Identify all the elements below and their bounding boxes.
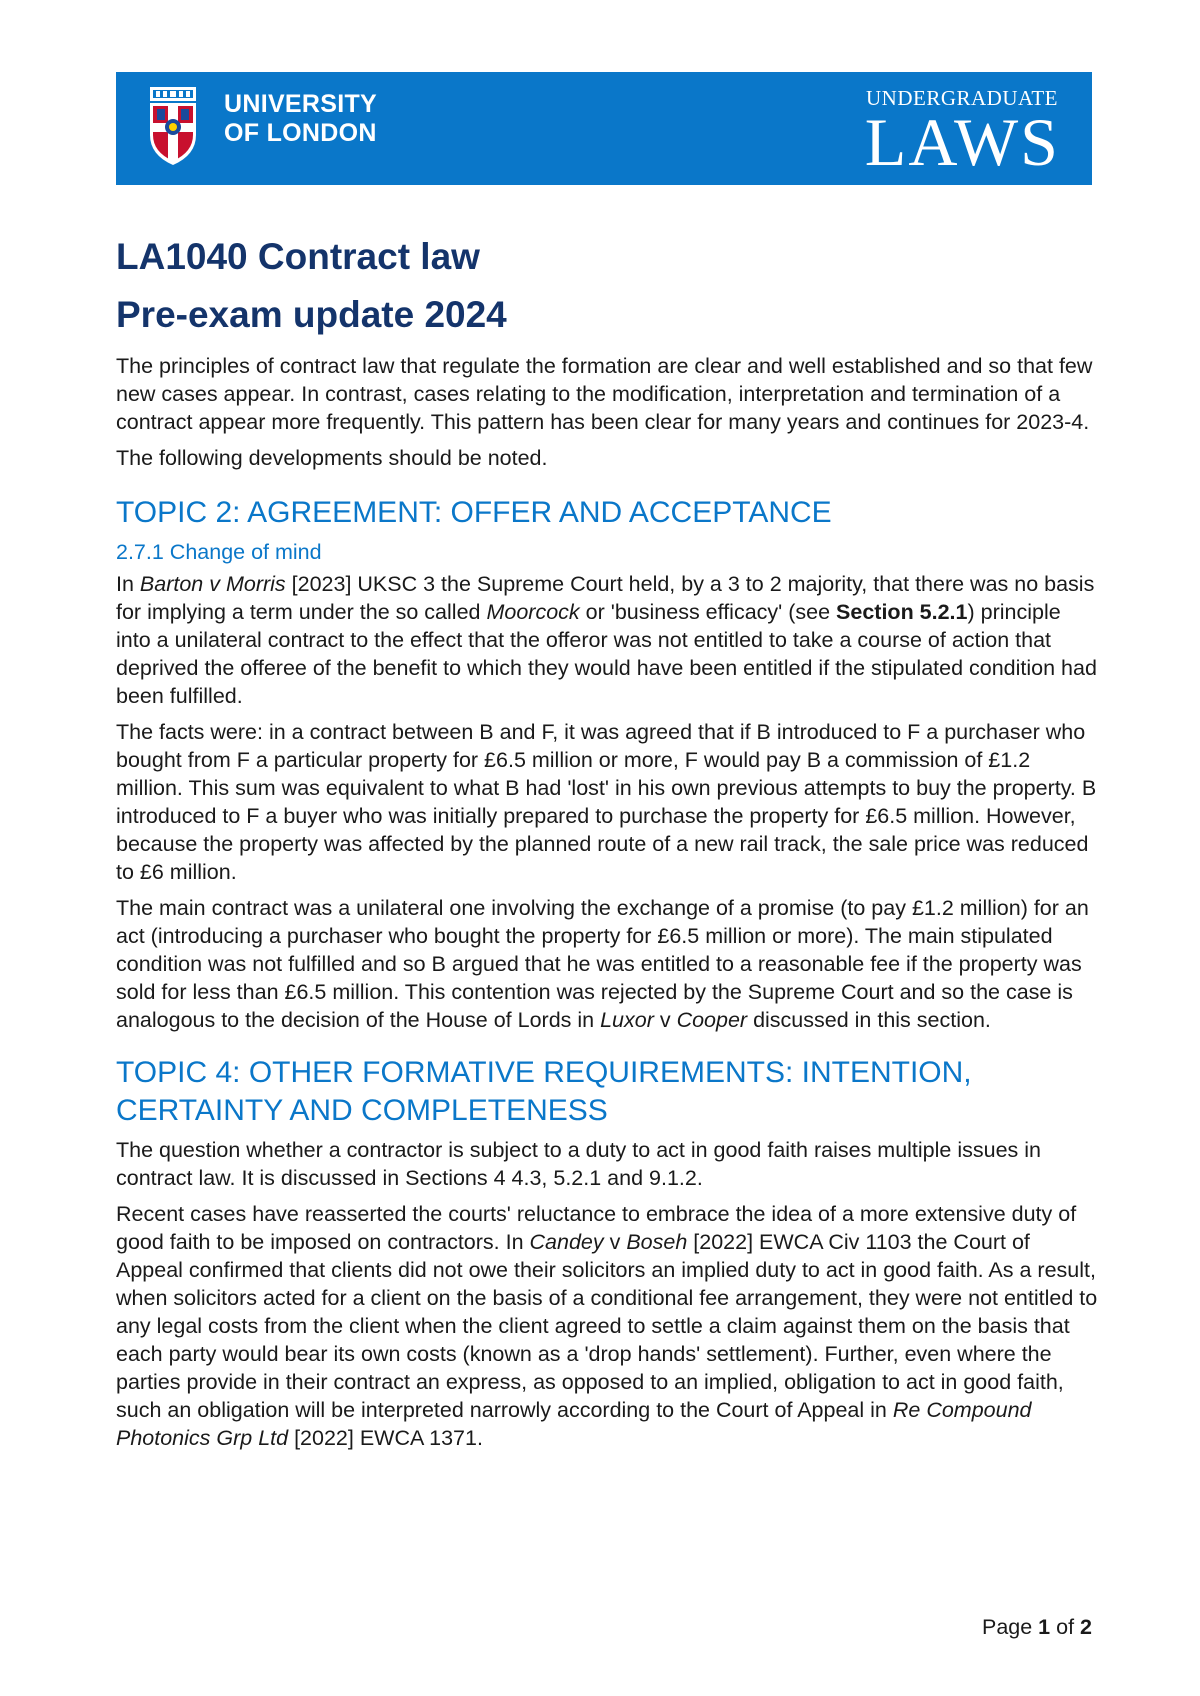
topic-4-heading: TOPIC 4: OTHER FORMATIVE REQUIREMENTS: INTENTION, CERTAINTY AND COMPLETENESS	[116, 1056, 972, 1127]
good-faith-paragraph: The question whether a contractor is subject to a duty to act in good faith raises multiple issues in contract law. It is discussed in Sections 4 4.3, 5.2.1 and 9.1.2.	[116, 1138, 1041, 1190]
university-crest-icon	[148, 87, 198, 165]
barton-paragraph	[116, 570, 1100, 710]
document-subtitle: Pre-exam update 2024	[116, 294, 507, 335]
text-run: [2022] EWCA Civ 1103 the Court of Appeal confirmed that clients did not owe their solicitors an implied duty to act in good faith. As a result, when solicitors acted for a client on the basis of a conditional fee arrangement, they were not entitled to any legal costs from the client when the client agreed to settle a claim against them on the basis that each party would bear its own costs (known as a 'drop hands' settlement). Further, even where the parties provide in their contract an express, as opposed to an implied, obligation to act in good faith, such an obligation will be interpreted narrowly according to the Court of Appeal in	[116, 1230, 1098, 1422]
case-name: Re Compound Photonics Grp Ltd	[116, 1398, 1032, 1450]
document-body	[116, 228, 1100, 1460]
programme-title: LAWS	[864, 104, 1060, 180]
facts-paragraph: The facts were: in a contract between B and F, it was agreed that if B introduced to F a purchaser who bought from F a particular property for £6.5 million or more, F would pay B a commission of £1.2 million. This sum was equivalent to what B had 'lost' in his own previous attempts to buy the property. B introduced to F a buyer who was initially prepared to purchase the property for £6.5 million. However, because the property was affected by the planned route of a new rail track, the sale price was reduced to £6 million.	[116, 720, 1097, 884]
case-name: Boseh	[626, 1230, 688, 1254]
programme-label: UNDERGRADUATE	[866, 86, 1058, 110]
topic-2-heading: TOPIC 2: AGREEMENT: OFFER AND ACCEPTANCE	[116, 496, 832, 529]
main-contract-paragraph	[116, 894, 1100, 1034]
case-name: Barton v Morris	[139, 572, 286, 596]
text-run: ) principle into a unilateral contract to the effect that the offeror was not entitled to take a course of action that deprived the offeree of the benefit to which they would have been entitled if the stipulated condition had been fulfilled.	[116, 600, 1097, 708]
text-run: Recent cases have reasserted the courts' reluctance to embrace the idea of a more extensive duty of good faith to be imposed on contractors. In	[116, 1202, 1077, 1254]
text-run: discussed in this section.	[747, 1008, 991, 1032]
text-run: In	[116, 572, 140, 596]
text-run: v	[603, 1230, 627, 1254]
header-banner	[116, 72, 1092, 185]
text-run: v	[653, 1008, 677, 1032]
current-page: 1	[1038, 1615, 1051, 1639]
university-name-line1: UNIVERSITY	[224, 90, 378, 118]
total-pages: 2	[1080, 1615, 1092, 1639]
text-run: or 'business efficacy' (see	[579, 600, 837, 624]
case-name: Cooper	[676, 1008, 748, 1032]
page-word: Page	[981, 1615, 1039, 1639]
section-reference: Section 5.2.1	[836, 600, 968, 624]
recent-cases-paragraph	[116, 1200, 1100, 1452]
case-name: Luxor	[600, 1008, 654, 1032]
intro-paragraph: The principles of contract law that regulate the formation are clear and well established and so that few new cases appear. In contrast, cases relating to the modification, interpretation and termination of a contract appear more frequently. This pattern has been clear for many years and continues for 2023-4.	[116, 354, 1093, 434]
case-name: Moorcock	[486, 600, 580, 624]
of-word: of	[1050, 1615, 1081, 1639]
document-title: LA1040 Contract law	[116, 236, 480, 277]
university-name	[224, 90, 377, 148]
university-name-line2: OF LONDON	[224, 119, 377, 147]
text-run: The main contract was a unilateral one involving the exchange of a promise (to pay £1.2 million) for an act (introducing a purchaser who bought the property for £6.5 million or more). The main stipulated condition was not fulfilled and so B argued that he was entitled to a reasonable fee if the property was sold for less than £6.5 million. This contention was rejected by the Supreme Court and so the case is analogous to the decision of the House of Lords in	[116, 896, 1089, 1032]
text-run: [2023] UKSC 3 the Supreme Court held, by a 3 to 2 majority, that there was no basis for implying a term under the so called	[116, 572, 1095, 624]
section-2-7-1-heading: 2.7.1 Change of mind	[116, 540, 322, 564]
intro-note: The following developments should be noted.	[116, 446, 548, 470]
case-name: Candey	[529, 1230, 604, 1254]
page-number	[982, 1613, 1092, 1641]
text-run: [2022] EWCA 1371.	[288, 1426, 483, 1450]
